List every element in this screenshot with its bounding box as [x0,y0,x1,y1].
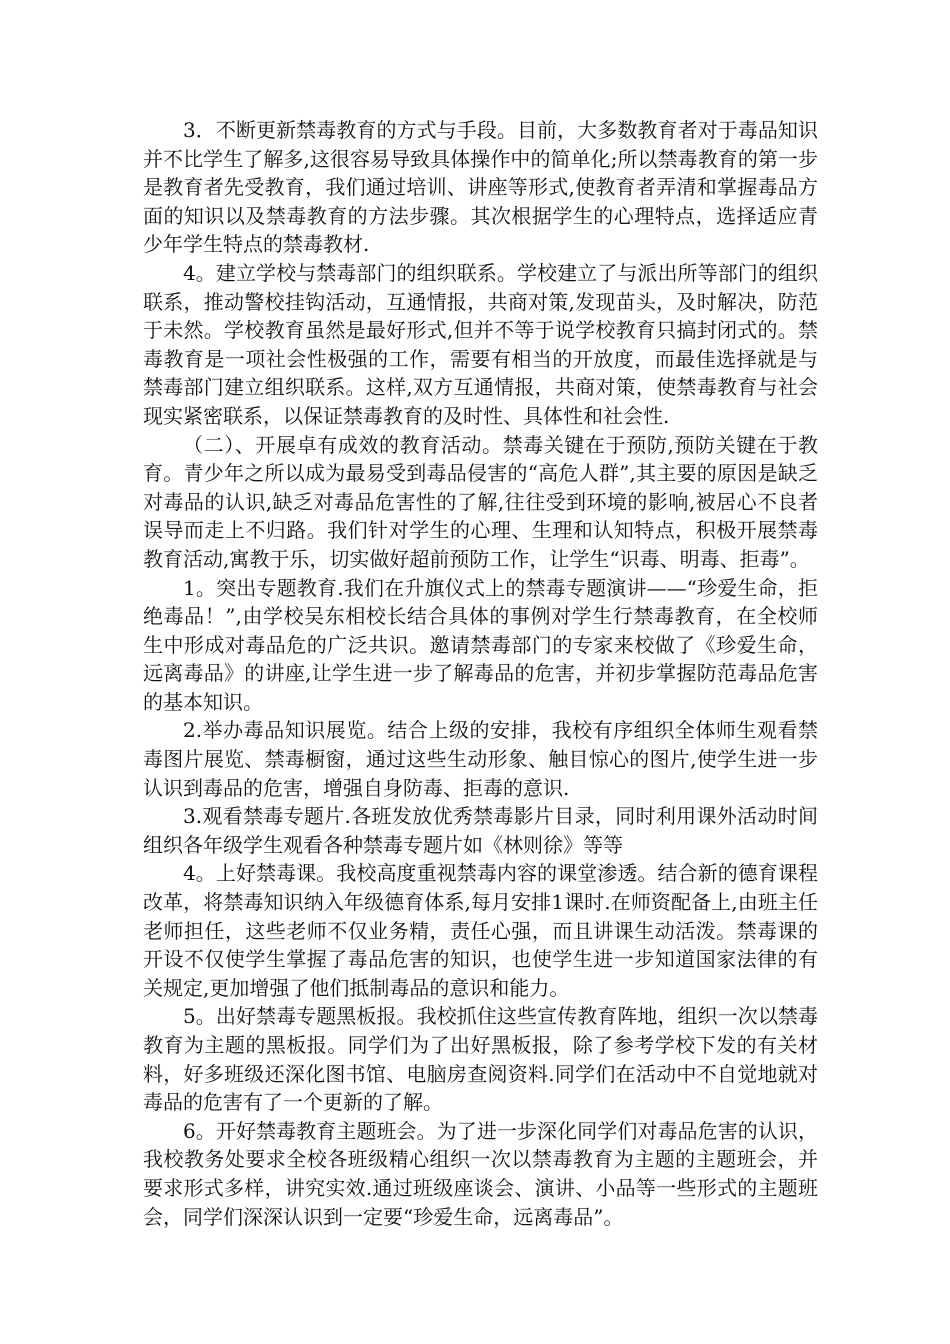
paragraph-4-organizational-contact: 4。建立学校与禁毒部门的组织联系。学校建立了与派出所等部门的组织联系，推动警校挂钩活动，互通情报，共商对策,发现苗头，及时解决，防范于未然。学校教育虽然是最好形式,但并不等于说学校教育只搞封闭式的。禁毒教育是一项社会性极强的工作，需要有相当的开放度，而最佳选择就是与禁毒部门建立组织联系。这样,双方互通情报，共商对策，使禁毒教育与社会现实紧密联系，以保证禁毒教育的及时性、具体性和社会性. [143,260,818,428]
paragraph-6-class-meeting: 6。开好禁毒教育主题班会。为了进一步深化同学们对毒品危害的认识，我校教务处要求全校各班级精心组织一次以禁毒教育为主题的主题班会，并要求形式多样，讲究实效.通过班级座谈会、演讲、小品等一些形式的主题班会，同学们深深认识到一定要“珍爱生命，远离毒品”。 [143,1118,818,1229]
document-body [143,116,818,1231]
paragraph-1-topic-education: 1。突出专题教育.我们在升旗仪式上的禁毒专题演讲——“珍爱生命，拒绝毒品！”,由学校吴东相校长结合具体的事例对学生行禁毒教育，在全校师生中形成对毒品危的广泛共识。邀请禁毒部门的专家来校做了《珍爱生命，远离毒品》的讲座,让学生进一步了解毒品的危害，并初步掌握防范毒品危害的基本知识。 [143,575,818,714]
paragraph-3-films: 3.观看禁毒专题片.各班发放优秀禁毒影片目录，同时利用课外活动时间组织各年级学生观看各种禁毒专题片如《林则徐》等等 [143,804,818,857]
paragraph-5-blackboard: 5。出好禁毒专题黑板报。我校抓住这些宣传教育阵地，组织一次以禁毒教育为主题的黑板报。同学们为了出好黑板报，除了参考学校下发的有关材料，好多班级还深化图书馆、电脑房查阅资料.同学们在活动中不自觉地就对毒品的危害有了一个更新的了解。 [143,1004,818,1115]
paragraph-2-exhibition: 2.举办毒品知识展览。结合上级的安排，我校有序组织全体师生观看禁毒图片展览、禁毒橱窗，通过这些生动形象、触目惊心的图片,使学生进一步认识到毒品的危害，增强自身防毒、拒毒的意识. [143,718,818,800]
paragraph-4-classes: 4。上好禁毒课。我校高度重视禁毒内容的课堂渗透。结合新的德育课程改革，将禁毒知识纳入年级德育体系,每月安排1课时.在师资配备上,由班主任老师担任，这些老师不仅业务精，责任心强，而且讲课生动活泼。禁毒课的开设不仅使学生掌握了毒品危害的知识，也使学生进一步知道国家法律的有关规定,更加增强了他们抵制毒品的意识和能力。 [143,861,818,1000]
paragraph-3-teaching-methods: 3．不断更新禁毒教育的方式与手段。目前，大多数教育者对于毒品知识并不比学生了解多,这很容易导致具体操作中的简单化;所以禁毒教育的第一步是教育者先受教育，我们通过培训、讲座等形式,使教育者弄清和掌握毒品方面的知识以及禁毒教育的方法步骤。其次根据学生的心理特点，选择适应青少年学生特点的禁毒教材. [143,118,818,257]
paragraph-section-2-activities: （二）、开展卓有成效的教育活动。禁毒关键在于预防,预防关键在于教育。青少年之所以成为最易受到毒品侵害的“高危人群”,其主要的原因是缺乏对毒品的认识,缺乏对毒品危害性的了解,往往受到环境的影响,被居心不良者误导而走上不归路。我们针对学生的心理、生理和认知特点，积极开展禁毒教育活动,寓教于乐，切实做好超前预防工作，让学生“识毒、明毒、拒毒”。 [143,432,818,571]
